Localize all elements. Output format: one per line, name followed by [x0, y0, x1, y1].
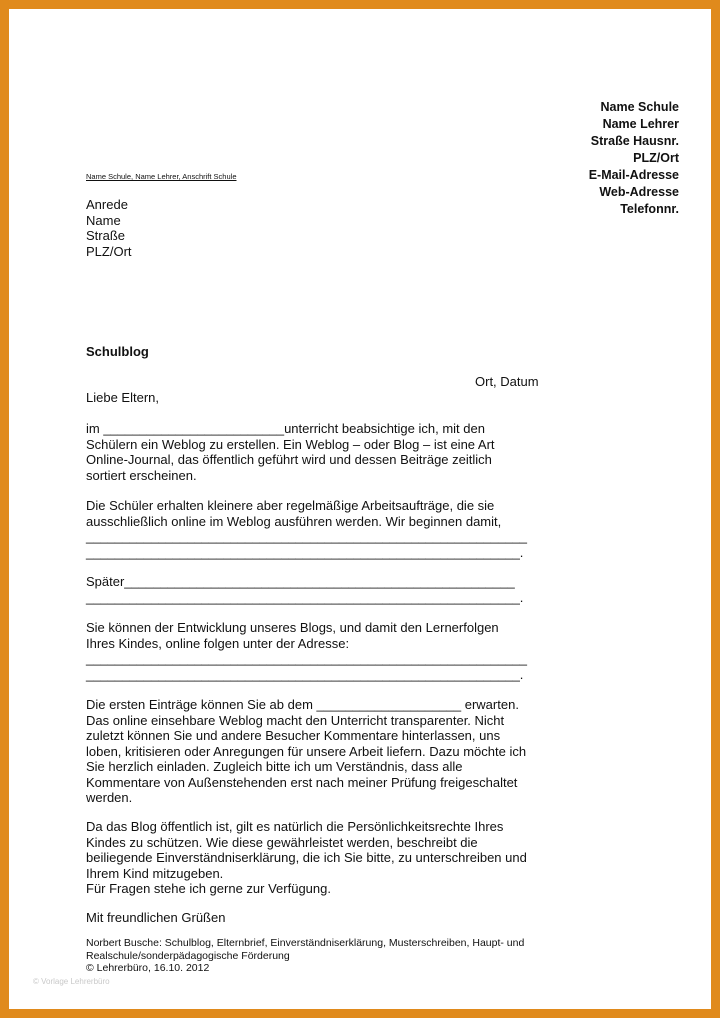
paragraph-privacy [86, 819, 556, 897]
footer-line: Realschule/sonderpädagogische Förderung [86, 949, 290, 962]
fill-in-line: _____________________________________________________________ [86, 529, 528, 544]
fill-in-line: Später______________________________________________________ [86, 574, 515, 589]
text-line: Schülern ein Weblog zu erstellen. Ein Weblog – oder Blog – ist eine Art [86, 436, 495, 452]
text-line: Kindes zu schützen. Wie diese gewährleistet werden, beschreibt die [86, 834, 478, 850]
fill-in-line: ____________________________________________________________. [86, 589, 524, 605]
paragraph-address [86, 620, 556, 682]
recipient-salutation: Anrede [86, 197, 128, 212]
paragraph-tasks [86, 498, 556, 560]
text-line: Die Schüler erhalten kleinere aber regelmäßige Arbeitsaufträge, die sie [86, 498, 495, 513]
footer-credits [86, 937, 556, 975]
subject-line: Schulblog [86, 344, 149, 359]
text-line: Das online einsehbare Weblog macht den Unterricht transparenter. Nicht [86, 712, 505, 728]
footer-line: Norbert Busche: Schulblog, Elternbrief, Einverständniserklärung, Musterschreiben, Haupt- und [86, 937, 525, 949]
text-line: Die ersten Einträge können Sie ab dem ____________________ erwarten. [86, 697, 519, 712]
text-line: werden. [86, 790, 133, 805]
recipient-city: PLZ/Ort [86, 243, 132, 259]
text-line: sortiert erscheinen. [86, 467, 197, 483]
text-line: Sie herzlich einladen. Zugleich bitte ich um Verständnis, dass alle [86, 759, 463, 774]
text-line: Online-Journal, das öffentlich geführt wird und dessen Beiträge zeitlich [86, 452, 492, 467]
sender-web: Web-Adresse [599, 185, 679, 199]
closing: Mit freundlichen Grüßen [86, 910, 226, 925]
paragraph-intro [86, 421, 556, 483]
letter-page [9, 9, 711, 1009]
greeting: Liebe Eltern, [86, 390, 159, 405]
watermark: © Vorlage Lehrerbüro [33, 977, 110, 986]
sender-email: E-Mail-Adresse [588, 168, 679, 182]
return-address: Name Schule, Name Lehrer, Anschrift Schule [86, 172, 237, 181]
sender-teacher: Name Lehrer [602, 117, 679, 131]
recipient-name: Name [86, 212, 121, 228]
fill-in-line: ____________________________________________________________. [86, 544, 524, 560]
text-line: Ihres Kindes, online folgen unter der Adresse: [86, 635, 350, 651]
text-line: beiliegende Einverständniserklärung, die ich Sie bitte, zu unterschreiben und [86, 850, 527, 865]
paragraph-later [86, 574, 556, 605]
sender-street: Straße Hausnr. [590, 134, 679, 148]
text-line: Für Fragen stehe ich gerne zur Verfügung. [86, 881, 331, 896]
text-line: Da das Blog öffentlich ist, gilt es natürlich die Persönlichkeitsrechte Ihres [86, 819, 504, 834]
fill-in-line: _____________________________________________________________ [86, 651, 528, 666]
sender-block [589, 99, 679, 218]
fill-in-line: ____________________________________________________________. [86, 666, 524, 682]
footer-line: © Lehrerbüro, 16.10. 2012 [86, 962, 210, 974]
recipient-block [86, 197, 132, 259]
text-line: Kommentare von Außenstehenden erst nach meiner Prüfung freigeschaltet [86, 774, 518, 790]
text-line: ausschließlich online im Weblog ausführen werden. Wir beginnen damit, [86, 513, 502, 529]
sender-city: PLZ/Ort [633, 151, 679, 165]
text-line: Sie können der Entwicklung unseres Blogs, und damit den Lernerfolgen [86, 620, 499, 635]
text-line: zuletzt können Sie und andere Besucher Kommentare hinterlassen, uns [86, 728, 501, 743]
text-line: im _________________________unterricht beabsichtige ich, mit den [86, 421, 485, 436]
sender-school: Name Schule [600, 100, 679, 114]
place-date: Ort, Datum [475, 374, 539, 389]
text-line: loben, kritisieren oder Anregungen für unsere Arbeit liefern. Dazu möchte ich [86, 743, 527, 759]
text-line: Ihrem Kind mitzugeben. [86, 865, 224, 881]
paragraph-entries [86, 697, 556, 806]
sender-phone: Telefonnr. [620, 202, 679, 216]
recipient-street: Straße [86, 228, 126, 243]
